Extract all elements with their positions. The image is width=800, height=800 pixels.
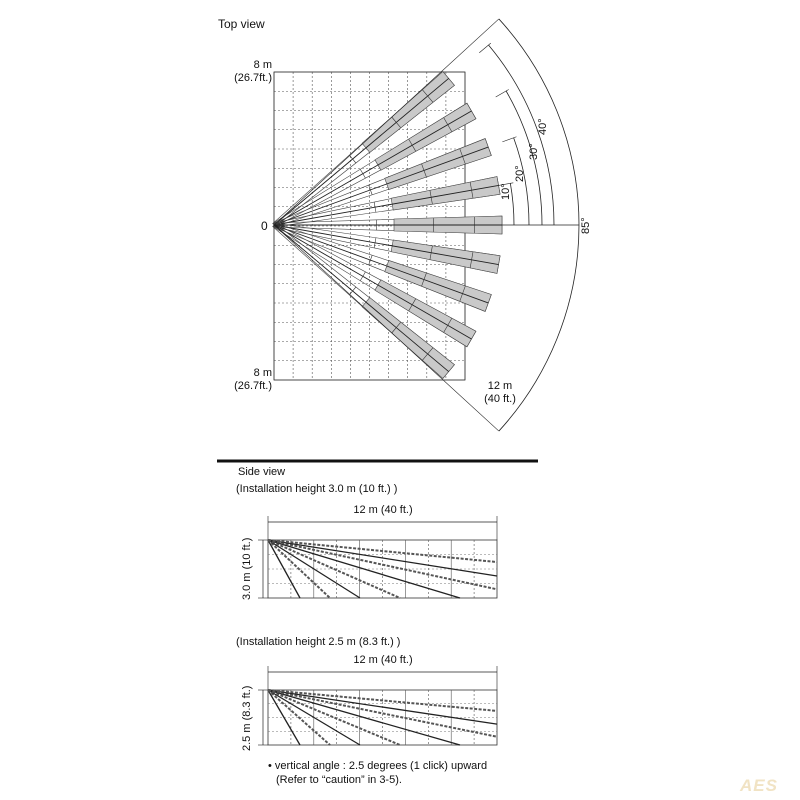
beam-divider (360, 272, 365, 281)
angle-label-85: 85° (580, 217, 592, 234)
watermark-logo: AES (740, 776, 778, 795)
side-view-3m-chart (258, 516, 497, 598)
side-view-title: Side view (238, 466, 286, 478)
side-ray (268, 690, 497, 737)
side-view-2-width-label: 12 m (40 ft.) (353, 654, 413, 666)
vertical-angle-note: • vertical angle : 2.5 degrees (1 click) upward (268, 760, 488, 772)
refer-caution-note: (Refer to “caution” in 3-5). (276, 774, 402, 786)
angle-label-10: 10° (500, 183, 512, 200)
left-top-distance-ft: (26.7ft.) (234, 72, 272, 84)
side-view-2-5m-chart (258, 666, 497, 745)
side-view-1-height-label: 3.0 m (10 ft.) (241, 537, 253, 600)
left-bottom-distance-ft: (26.7ft.) (234, 380, 272, 392)
side-view-2-height-label: 2.5 m (8.3 ft.) (241, 685, 253, 751)
left-bottom-distance-m: 8 m (253, 367, 272, 379)
angle-label-40: 40° (537, 118, 549, 135)
arc-40 (488, 45, 554, 225)
angle-label-30: 30° (528, 143, 540, 160)
side-view-1-width-label: 12 m (40 ft.) (353, 504, 413, 516)
side-view-2-subtitle: (Installation height 2.5 m (8.3 ft.) ) (236, 636, 401, 648)
left-top-distance-m: 8 m (253, 59, 272, 71)
top-view-title: Top view (218, 17, 265, 31)
arc-extension-line (479, 43, 490, 53)
arc-extension-line (496, 90, 509, 98)
angle-label-20: 20° (514, 165, 526, 182)
range-distance-ft: (40 ft.) (484, 393, 516, 405)
range-distance-m: 12 m (487, 380, 513, 392)
side-view-1-subtitle: (Installation height 3.0 m (10 ft.) ) (236, 483, 398, 495)
beam-divider (360, 169, 365, 178)
origin-label: 0 (261, 219, 268, 233)
